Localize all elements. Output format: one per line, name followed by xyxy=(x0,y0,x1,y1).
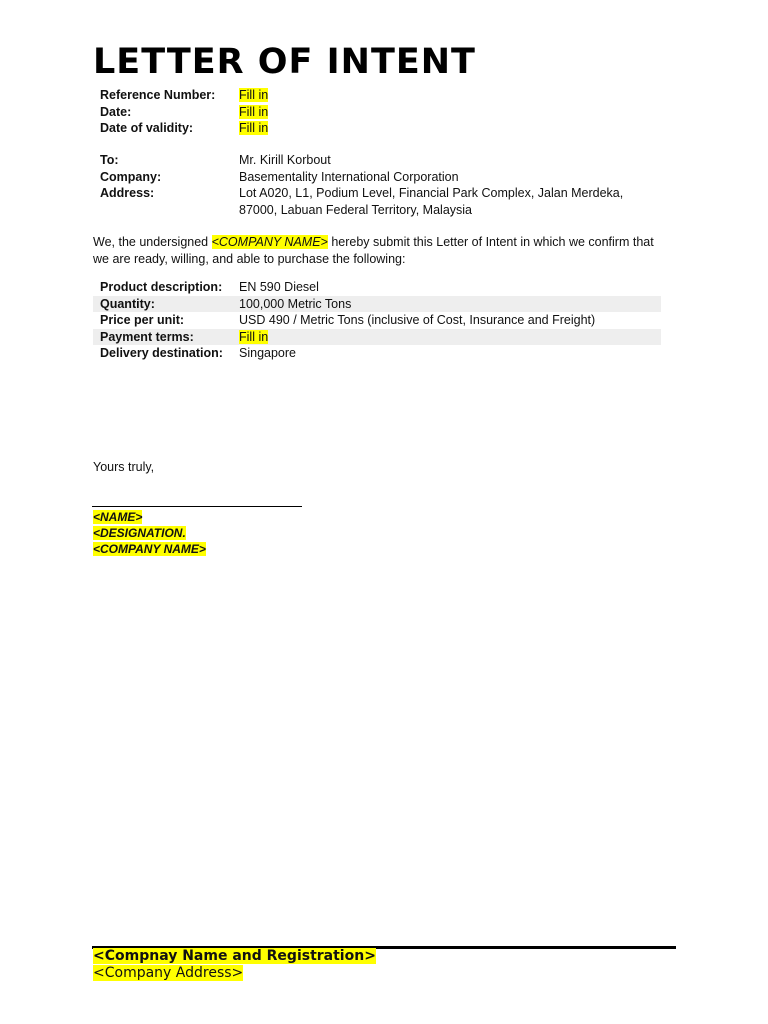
detail-label: Product description: xyxy=(100,280,223,294)
to-value: Mr. Kirill Korbout xyxy=(239,153,331,167)
signatory-designation: <DESIGNATION. xyxy=(93,526,186,540)
recipient-block xyxy=(93,152,661,218)
signatory-name: <NAME> xyxy=(93,510,143,524)
footer-company-address: <Company Address> xyxy=(93,964,244,981)
reference-block xyxy=(93,87,661,137)
detail-value: Fill in xyxy=(239,329,269,344)
address-line-1: Lot A020, L1, Podium Level, Financial Park Complex, Jalan Merdeka, xyxy=(239,186,624,200)
signature-line xyxy=(92,506,302,507)
address-row xyxy=(93,185,661,218)
reference-number-row xyxy=(93,87,661,104)
date-value: Fill in xyxy=(239,104,269,119)
reference-number-value: Fill in xyxy=(239,88,269,102)
address-label: Address: xyxy=(100,186,155,200)
to-label: To: xyxy=(100,153,119,167)
intro-text-after: hereby submit this Letter of Intent in which we confirm that we are ready, willing, and able to purchase the following: xyxy=(93,235,654,266)
validity-value: Fill in xyxy=(239,121,269,135)
signature-block xyxy=(93,509,206,557)
company-value: Basementality International Corporation xyxy=(239,169,459,184)
intro-paragraph xyxy=(93,234,668,268)
validity-row xyxy=(93,120,661,137)
detail-row-quantity xyxy=(93,296,661,313)
intro-company-placeholder: <COMPANY NAME> xyxy=(211,235,328,249)
reference-number-label: Reference Number: xyxy=(100,88,216,102)
detail-label: Quantity: xyxy=(100,296,155,311)
detail-label: Payment terms: xyxy=(100,329,194,344)
company-row xyxy=(93,169,661,186)
detail-value: EN 590 Diesel xyxy=(239,280,319,294)
intro-text-before: We, the undersigned xyxy=(93,235,212,249)
detail-row-price xyxy=(93,312,661,329)
detail-label: Price per unit: xyxy=(100,313,185,327)
detail-label: Delivery destination: xyxy=(100,346,223,360)
detail-value: USD 490 / Metric Tons (inclusive of Cost, Insurance and Freight) xyxy=(239,313,596,327)
detail-value: 100,000 Metric Tons xyxy=(239,296,352,311)
detail-row-payment-terms xyxy=(93,329,661,346)
date-row xyxy=(93,104,661,121)
footer-company-name: <Compnay Name and Registration> xyxy=(93,948,376,964)
detail-value: Singapore xyxy=(239,346,296,360)
date-label: Date: xyxy=(100,104,132,119)
address-value xyxy=(239,185,661,218)
page-title: LETTER OF INTENT xyxy=(93,42,476,82)
address-line-2: 87000, Labuan Federal Territory, Malaysia xyxy=(239,202,473,217)
purchase-details-table xyxy=(93,279,661,362)
detail-row-delivery xyxy=(93,345,661,362)
footer xyxy=(93,948,376,981)
validity-label: Date of validity: xyxy=(100,121,194,135)
company-label: Company: xyxy=(100,169,162,184)
detail-row-product xyxy=(93,279,661,296)
closing-line: Yours truly, xyxy=(93,460,155,474)
signatory-company: <COMPANY NAME> xyxy=(93,542,206,556)
to-row xyxy=(93,152,661,169)
